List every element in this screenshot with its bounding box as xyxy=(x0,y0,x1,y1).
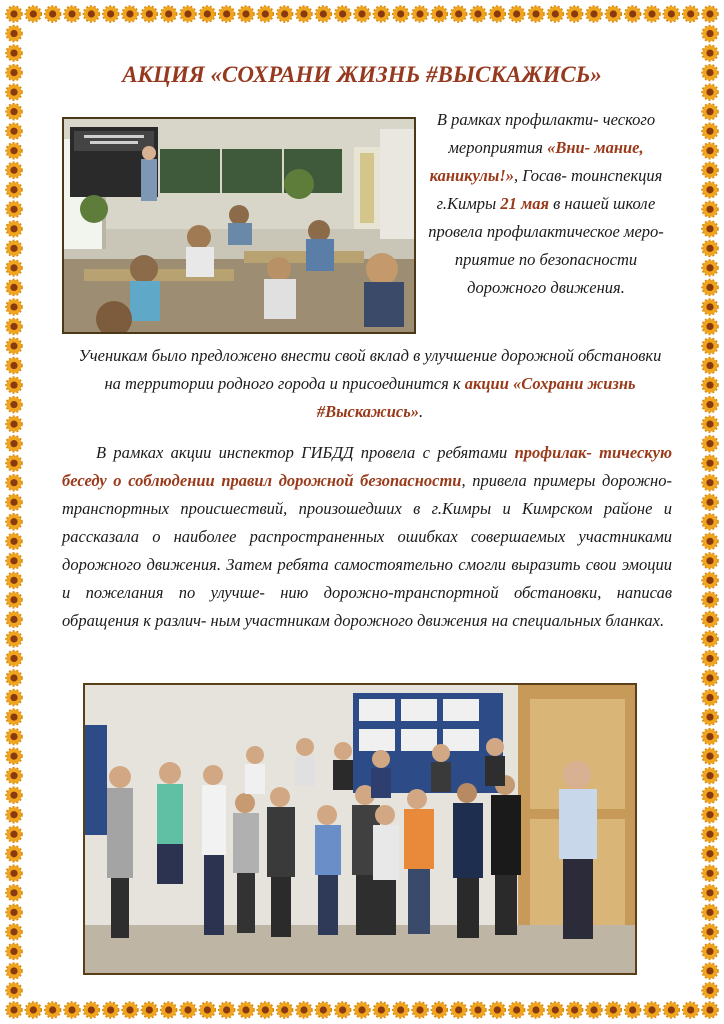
intro-paragraph: В рамках профилакти- ческого мероприятия «Вни- мание, каникулы!», Госав- тоинспекция г.Кимры 21 мая в нашей школе провела профилактическое меро- приятие по безопасности дорожного движения. xyxy=(428,110,664,297)
classroom-photo xyxy=(62,117,416,334)
call-paragraph: Ученикам было предложено внести свой вклад в улучшение дорожной обстановки на территории родного города и присоединится к акции «Сохрани жизнь #Выскажись». xyxy=(78,346,662,421)
body-paragraph: В рамках акции инспектор ГИБДД провела с ребятами профилак- тическую беседу о соблюдении правил дорожной безопасности, привела примеры дорожно-транспортных происшествий, произошедших в г.Кимры и Кимрском районе и рассказала о наиболее распространенных ошибках совершаемых участниками дорожного движения. Затем ребята самостоятельно смогли выразить свои эмоции и пожелания по улучше- нию дорожно-транспортной обстановки, написав обращения к различ- ным участникам дорожного движения на специальных бланках. xyxy=(62,443,672,630)
group-photo xyxy=(83,683,637,975)
page-title: АКЦИЯ «СОХРАНИ ЖИЗНЬ #ВЫСКАЖИСЬ» xyxy=(122,62,602,87)
